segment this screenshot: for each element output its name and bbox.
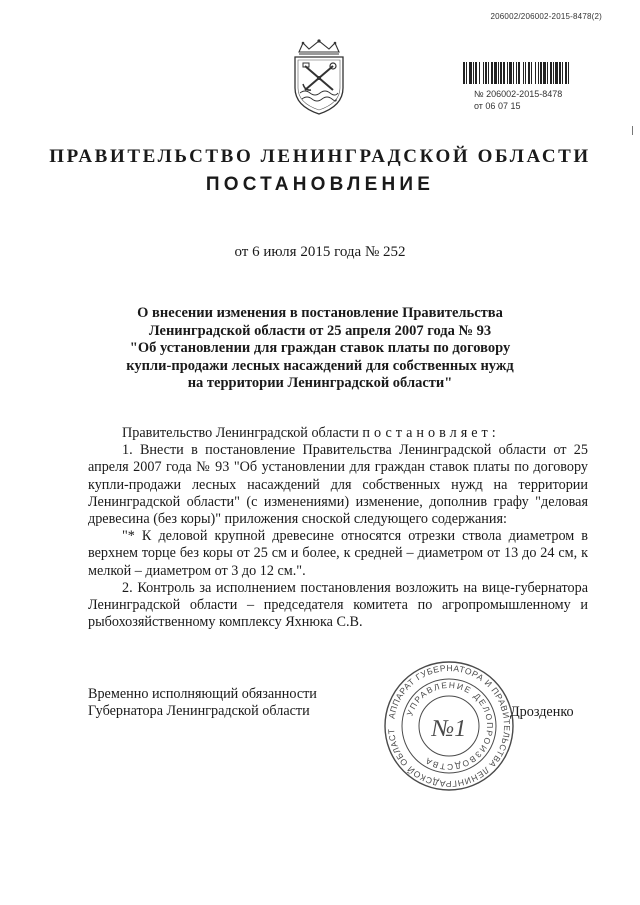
barcode-bar (509, 62, 512, 84)
barcode-bar (553, 62, 554, 84)
position-line: Губернатора Ленинградской области (88, 703, 310, 720)
barcode (463, 62, 611, 84)
subject-line: О внесении изменения в постановление Правительства (137, 305, 503, 321)
barcode-bar (503, 62, 505, 84)
barcode-bar (488, 62, 489, 84)
barcode-bar (547, 62, 548, 84)
government-heading: ПРАВИТЕЛЬСТВО ЛЕНИНГРАДСКОЙ ОБЛАСТИ (49, 146, 591, 167)
barcode-bar (485, 62, 487, 84)
barcode-bar (513, 62, 514, 84)
subject-line: "Об установлении для граждан ставок платы по договору (129, 340, 511, 356)
margin-mark (632, 126, 633, 135)
subject-line: Ленинградской области от 25 апреля 2007 года № 93 (148, 322, 492, 339)
barcode-bar (568, 62, 569, 84)
barcode-bar (479, 62, 480, 84)
barcode-bar (466, 62, 467, 84)
barcode-bar (475, 62, 477, 84)
barcode-bar (543, 62, 546, 84)
signatory-name: Дрозденко (510, 704, 574, 720)
barcode-bar (528, 62, 530, 84)
barcode-bar (535, 62, 536, 84)
decree-subject (0, 305, 640, 393)
signatory-position (88, 686, 317, 720)
item-2-paragraph: 2. Контроль за исполнением постановления возложить на вице-губернатора Ленинградской области – председателя комитета по агропромышленному и рыбохозяйственному комплексу Яхнюка С.В. (88, 579, 588, 631)
barcode-bar (516, 62, 517, 84)
barcode-bar (559, 62, 561, 84)
seal-inner-text: УПРАВЛЕНИЕ ДЕЛОПРОИЗВОДСТВА (404, 679, 496, 773)
decree-body (88, 425, 588, 631)
barcode-bar (463, 62, 465, 84)
barcode-bar (518, 62, 520, 84)
barcode-bar (483, 62, 484, 84)
barcode-bar (473, 62, 474, 84)
subject-line: купли-продажи лесных насаждений для собственных нужд (126, 357, 514, 374)
decree-date-number: от 6 июля 2015 года № 252 (234, 244, 406, 260)
official-seal (381, 658, 517, 794)
document-type-heading: ПОСТАНОВЛЕНИЕ (205, 174, 435, 195)
position-line: Временно исполняющий обязанности (88, 686, 317, 702)
barcode-bar (540, 62, 542, 84)
subject-line: на территории Ленинградской области" (187, 375, 453, 391)
registration-date: от 06 07 15 (474, 101, 521, 111)
barcode-bar (523, 62, 524, 84)
barcode-bar (525, 62, 526, 84)
intro-text: Правительство Ленинградской области (122, 425, 363, 441)
barcode-bar (491, 62, 493, 84)
registration-number: № 206002-2015-8478 (474, 89, 563, 99)
item-1-paragraph: 1. Внести в постановление Правительства Ленинградской области от 25 апреля 2007 года № 93 "Об установлении для граждан ставок платы по договору купли-продажи лесных насаждений для собственных нужд на территории Ленинградской области" (с изменениями) изменение, дополнив графу "деловая древесина (без коры)" приложения сноской следующего содержания: (88, 442, 588, 528)
barcode-bar (555, 62, 558, 84)
seal-ring-text: АППАРАТ ГУБЕРНАТОРА И ПРАВИТЕЛЬСТВА ЛЕНИНГРАДСКОЙ ОБЛАСТ (385, 662, 513, 790)
barcode-bar (538, 62, 539, 84)
coat-of-arms-emblem (285, 38, 353, 116)
barcode-bar (550, 62, 552, 84)
intro-paragraph (88, 425, 588, 442)
barcode-bar (469, 62, 472, 84)
decides-word: постановляет: (362, 425, 500, 441)
barcode-bar (507, 62, 508, 84)
barcode-bar (562, 62, 563, 84)
barcode-bar (494, 62, 497, 84)
seal-number: №1 (431, 716, 467, 742)
barcode-bar (500, 62, 502, 84)
barcode-bar (565, 62, 567, 84)
barcode-bar (498, 62, 499, 84)
barcode-bar (531, 62, 532, 84)
document-code: 206002/206002-2015-8478(2) (490, 12, 602, 21)
footnote-paragraph: "* К деловой крупной древесине относятся отрезки ствола диаметром в верхнем торце без коры от 25 см и более, к средней – диаметром от 13 до 24 см, к мелкой – диаметром от 3 до 12 см.". (88, 528, 588, 579)
